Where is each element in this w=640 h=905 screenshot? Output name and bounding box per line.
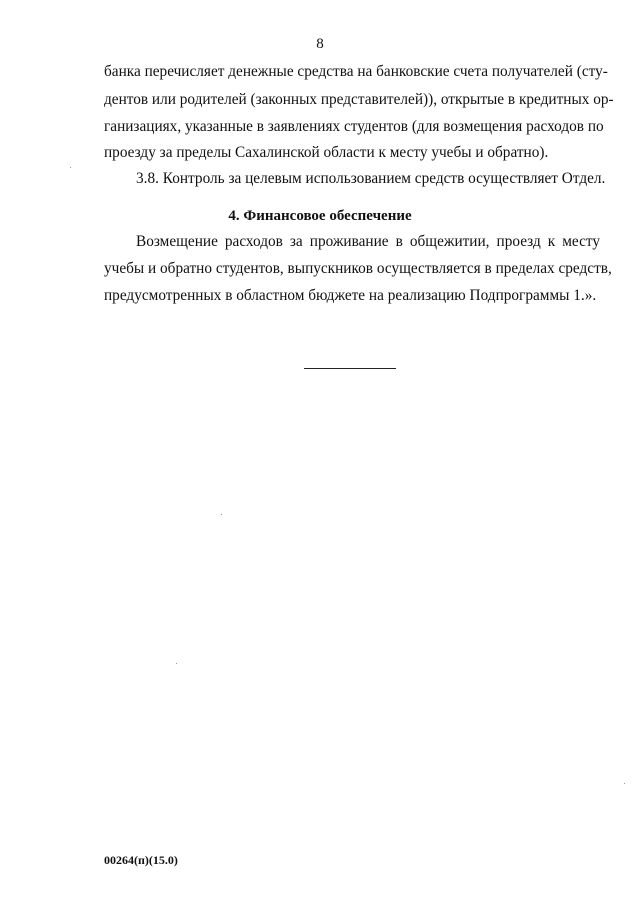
scan-speck [70,167,71,168]
scan-speck [624,783,625,784]
section-heading: 4. Финансовое обеспечение [228,208,412,224]
section-4-line: Возмещение расходов за проживание в общежитии, проезд к месту [136,233,600,250]
end-separator-rule [304,368,396,369]
clause-3-8: 3.8. Контроль за целевым использованием средств осуществляет Отдел. [136,170,606,187]
paragraph-line: ганизациях, указанные в заявлениях студентов (для возмещения расходов по [104,118,604,135]
section-4-line: предусмотренных в областном бюджете на реализацию Подпрограммы 1.». [104,287,597,304]
paragraph-line: проезду за пределы Сахалинской области к месту учебы и обратно). [104,144,549,161]
section-4-line: учебы и обратно студентов, выпускников осуществляется в пределах средств, [104,260,612,277]
paragraph-line: банка перечисляет денежные средства на банковские счета получателей (сту- [104,63,608,80]
footer-document-code: 00264(п)(15.0) [104,853,178,867]
page-number: 8 [316,36,324,52]
scan-speck [221,514,222,515]
scan-speck [176,663,177,664]
paragraph-line: дентов или родителей (законных представителей)), открытые в кредитных ор- [104,91,614,108]
